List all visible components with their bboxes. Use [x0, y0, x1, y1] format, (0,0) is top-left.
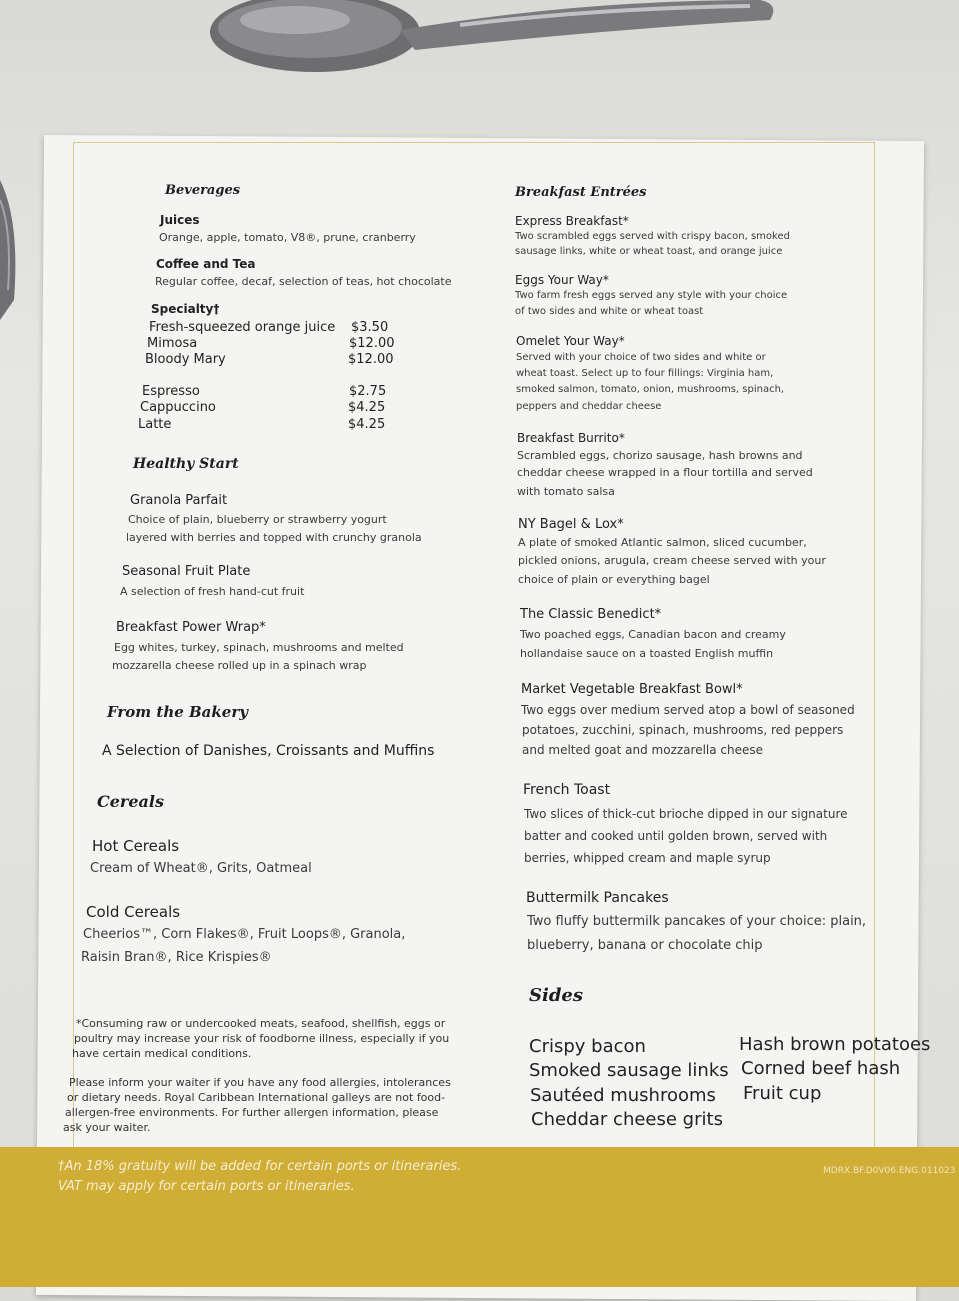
- raw-warning: have certain medical conditions.: [72, 1047, 252, 1060]
- entree-desc: and melted goat and mozzarella cheese: [522, 743, 764, 757]
- hot-cereals-title: Hot Cereals: [92, 837, 180, 855]
- juices-title: Juices: [160, 213, 200, 227]
- beverages-heading: Beverages: [165, 183, 241, 198]
- healthy-item-title: Granola Parfait: [130, 493, 228, 508]
- cold-cereals-desc: Cheerios™, Corn Flakes®, Fruit Loops®, Granola,: [83, 927, 406, 942]
- item-price: $12.00: [349, 336, 395, 351]
- healthy-item-desc: A selection of fresh hand-cut fruit: [120, 585, 305, 598]
- item-name: Mimosa: [147, 336, 198, 351]
- raw-warning: *Consuming raw or undercooked meats, seafood, shellfish, eggs or: [76, 1017, 446, 1030]
- entree-title: The Classic Benedict*: [520, 607, 662, 622]
- entree-desc: pickled onions, arugula, cream cheese served with your: [518, 554, 826, 567]
- juices-desc: Orange, apple, tomato, V8®, prune, cranberry: [159, 231, 416, 244]
- side-item: Fruit cup: [743, 1083, 822, 1104]
- item-price: $2.75: [349, 384, 387, 399]
- item-price: $12.00: [348, 352, 394, 367]
- hot-cereals-desc: Cream of Wheat®, Grits, Oatmeal: [90, 861, 312, 876]
- entree-desc: batter and cooked until golden brown, served with: [524, 829, 828, 843]
- allergy-notice: allergen-free environments. For further allergen information, please: [65, 1106, 439, 1119]
- item-name: Latte: [138, 417, 172, 432]
- allergy-notice: Please inform your waiter if you have any food allergies, intolerances: [69, 1076, 451, 1089]
- side-item: Cheddar cheese grits: [531, 1109, 723, 1130]
- side-item: Sautéed mushrooms: [530, 1085, 716, 1106]
- item-name: Cappuccino: [140, 400, 216, 415]
- entree-desc: cheddar cheese wrapped in a flour tortilla and served: [517, 466, 813, 479]
- entree-desc: Two scrambled eggs served with crispy bacon, smoked: [515, 231, 790, 242]
- entree-desc: Two fluffy buttermilk pancakes of your choice: plain,: [527, 914, 867, 929]
- entrees-heading: Breakfast Entrées: [515, 185, 647, 200]
- entree-desc: Served with your choice of two sides and white or: [516, 352, 766, 363]
- specialty-title: Specialty†: [151, 302, 220, 316]
- menu-code: MDRX.BF.D0V06.ENG.011023: [823, 1166, 956, 1176]
- allergy-notice: or dietary needs. Royal Caribbean International galleys are not food-: [67, 1091, 446, 1104]
- bakery-desc: A Selection of Danishes, Croissants and Muffins: [102, 743, 435, 759]
- entree-desc: A plate of smoked Atlantic salmon, sliced cucumber,: [518, 536, 807, 549]
- price-row: [147, 336, 395, 351]
- entree-desc: Two eggs over medium served atop a bowl of seasoned: [521, 703, 855, 717]
- item-price: $4.25: [348, 400, 386, 415]
- side-item: Crispy bacon: [529, 1036, 646, 1057]
- item-name: Fresh-squeezed orange juice: [149, 320, 336, 335]
- price-row: [142, 384, 387, 399]
- bakery-heading: From the Bakery: [107, 703, 248, 721]
- coffee-title: Coffee and Tea: [156, 257, 256, 271]
- item-name: Espresso: [142, 384, 200, 399]
- gratuity-note: †An 18% gratuity will be added for certain ports or itineraries.: [58, 1159, 462, 1174]
- entree-desc: peppers and cheddar cheese: [516, 401, 662, 412]
- entree-desc: berries, whipped cream and maple syrup: [524, 851, 771, 865]
- entree-title: French Toast: [523, 782, 611, 798]
- entree-desc: Two poached eggs, Canadian bacon and creamy: [520, 628, 786, 641]
- entree-title: Market Vegetable Breakfast Bowl*: [521, 682, 743, 697]
- healthy-item-title: Breakfast Power Wrap*: [116, 620, 266, 635]
- sides-heading: Sides: [529, 985, 584, 1006]
- coffee-desc: Regular coffee, decaf, selection of teas, hot chocolate: [155, 275, 452, 288]
- entree-desc: with tomato salsa: [517, 485, 615, 498]
- healthy-item-desc: Choice of plain, blueberry or strawberry yogurt: [128, 513, 387, 526]
- price-row: [140, 400, 386, 415]
- entree-title: NY Bagel & Lox*: [518, 517, 624, 532]
- entree-desc: sausage links, white or wheat toast, and orange juice: [515, 246, 783, 257]
- item-name: Bloody Mary: [145, 352, 226, 367]
- entree-desc: choice of plain or everything bagel: [518, 573, 710, 586]
- entree-desc: Scrambled eggs, chorizo sausage, hash browns and: [517, 449, 803, 462]
- price-row: [138, 417, 386, 432]
- entree-desc: Two farm fresh eggs served any style with your choice: [515, 290, 788, 301]
- entree-desc: blueberry, banana or chocolate chip: [527, 938, 763, 953]
- side-item: Corned beef hash: [741, 1058, 901, 1079]
- knife: [0, 160, 40, 360]
- raw-warning: poultry may increase your risk of foodborne illness, especially if you: [74, 1032, 450, 1045]
- healthy-item-desc: layered with berries and topped with crunchy granola: [126, 531, 422, 544]
- allergy-notice: ask your waiter.: [63, 1121, 151, 1134]
- price-row: [149, 320, 389, 335]
- healthy-heading: Healthy Start: [133, 456, 239, 472]
- price-row: [145, 352, 394, 367]
- entree-desc: smoked salmon, tomato, onion, mushrooms, spinach,: [516, 384, 785, 395]
- entree-title: Eggs Your Way*: [515, 273, 609, 287]
- side-item: Hash brown potatoes: [739, 1034, 931, 1055]
- entree-title: Breakfast Burrito*: [517, 431, 625, 445]
- cold-cereals-title: Cold Cereals: [86, 903, 181, 921]
- healthy-item-desc: Egg whites, turkey, spinach, mushrooms and melted: [114, 641, 404, 654]
- entree-desc: wheat toast. Select up to four fillings: Virginia ham,: [516, 368, 774, 379]
- entree-desc: potatoes, zucchini, spinach, mushrooms, red peppers: [522, 723, 844, 737]
- healthy-item-desc: mozzarella cheese rolled up in a spinach wrap: [112, 659, 367, 672]
- spoon: [200, 0, 800, 110]
- entree-title: Omelet Your Way*: [516, 334, 625, 348]
- entree-desc: hollandaise sauce on a toasted English muffin: [520, 647, 774, 660]
- cereals-heading: Cereals: [97, 792, 164, 811]
- item-price: $4.25: [348, 417, 386, 432]
- side-item: Smoked sausage links: [529, 1060, 729, 1081]
- healthy-item-title: Seasonal Fruit Plate: [122, 564, 251, 579]
- entree-title: Buttermilk Pancakes: [526, 890, 669, 906]
- vat-note: VAT may apply for certain ports or itineraries.: [58, 1179, 355, 1194]
- entree-title: Express Breakfast*: [515, 214, 629, 228]
- item-price: $3.50: [351, 320, 389, 335]
- entree-desc: of two sides and white or wheat toast: [515, 306, 704, 317]
- entree-desc: Two slices of thick-cut brioche dipped in our signature: [524, 807, 848, 821]
- cold-cereals-desc: Raisin Bran®, Rice Krispies®: [81, 950, 272, 965]
